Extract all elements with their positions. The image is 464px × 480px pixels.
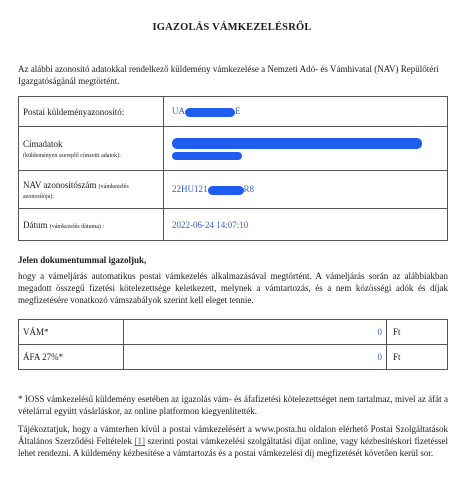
table-row <box>19 345 448 370</box>
table-row <box>19 97 448 127</box>
tax-amount-cell: 0 <box>124 320 387 345</box>
label-cell <box>19 171 164 209</box>
table-row <box>19 127 448 171</box>
intro-paragraph: Az alábbi azonosító adatokkal rendelkező küldemény vámkezelése a Nemzeti Adó- és Vámhivatal (NAV) Repülőtéri Igazgatóságánál megtörtént. <box>18 64 439 86</box>
label-cell <box>19 209 164 241</box>
nav-id-prefix: 22HU121 <box>172 184 208 195</box>
redaction-mark <box>172 152 242 160</box>
date-sublabel: (vámkezelés dátuma) : <box>49 223 105 230</box>
nav-id-sublabel: (vámkezelés azonosítója): <box>23 183 129 200</box>
table-row <box>19 320 448 345</box>
address-label: Címadatok <box>23 138 63 149</box>
nav-id-value <box>164 171 448 209</box>
nav-id-suffix: R8 <box>243 184 255 195</box>
certification-paragraph: hogy a vámeljárás automatikus postai vámkezelés alkalmazásával megtörtént. A vámeljárás során az alábbiakban megadott összegű fizetési kötelezettsége keletkezett, melynek a vámtartozás, és a nem közösségi adók és díjak megfizetésére vonatkozó vámszabályok szerint kell eleget tennie. <box>18 271 448 305</box>
tax-name-cell: VÁM* <box>19 320 124 345</box>
table-row <box>19 171 448 209</box>
tracking-id-suffix: E <box>235 106 241 117</box>
redaction-mark <box>208 186 244 195</box>
address-sublabel: (küldeményen szereplő címzetti adatok): <box>23 152 121 159</box>
nav-id-label: NAV azonosítószám <box>23 179 97 190</box>
certification-heading: Jelen dokumentummal igazoljuk, <box>18 255 147 265</box>
tax-currency-cell: Ft <box>387 345 448 370</box>
tracking-id-label: Postai küldeményazonosító: <box>23 106 125 117</box>
tax-currency-cell: Ft <box>387 320 448 345</box>
address-value <box>164 127 448 171</box>
label-cell <box>19 97 164 127</box>
tracking-id-prefix: UA <box>172 106 185 117</box>
document-title: IGAZOLÁS VÁMKEZELÉSRŐL <box>152 22 312 33</box>
label-cell <box>19 127 164 171</box>
fee-info-text-start: Tájékoztatjuk, hogy a vámterhen kívül a postai vámkezelésért a www.posta.hu oldalon elérhető Postai Szolgáltatások Általános Szerződési Feltételek <box>18 424 448 446</box>
shipment-info-table <box>18 96 448 241</box>
tax-name-cell: ÁFA 27%* <box>19 345 124 370</box>
ioss-note: * IOSS vámkezelésű küldemény esetében az igazolás vám- és áfafizetési kötelezettséget nem tartalmaz, mivel az áfát a vételárral együtt vásárláskor, az online platformon kiegyenlítették. <box>18 394 448 416</box>
table-row <box>19 209 448 241</box>
date-value: 2022-06-24 14:07:10 <box>164 209 448 241</box>
tracking-id-value <box>164 97 448 127</box>
fee-info-text-end: szerinti postai vámkezelési szolgáltatási díjat online, vagy kézbesítéskori fizetéssel lehet rendezni. A küldemény kézbesítése a vámtartozás és a postai vámkezelési díj megfizetését követően kerül sor. <box>18 436 448 458</box>
tax-amount-cell: 0 <box>124 345 387 370</box>
tax-table <box>18 319 448 370</box>
redaction-mark <box>172 138 422 149</box>
terms-reference-link[interactable]: [1] <box>134 436 146 446</box>
date-label: Dátum <box>23 219 48 230</box>
fee-info-paragraph <box>18 423 448 459</box>
redaction-mark <box>185 108 235 117</box>
